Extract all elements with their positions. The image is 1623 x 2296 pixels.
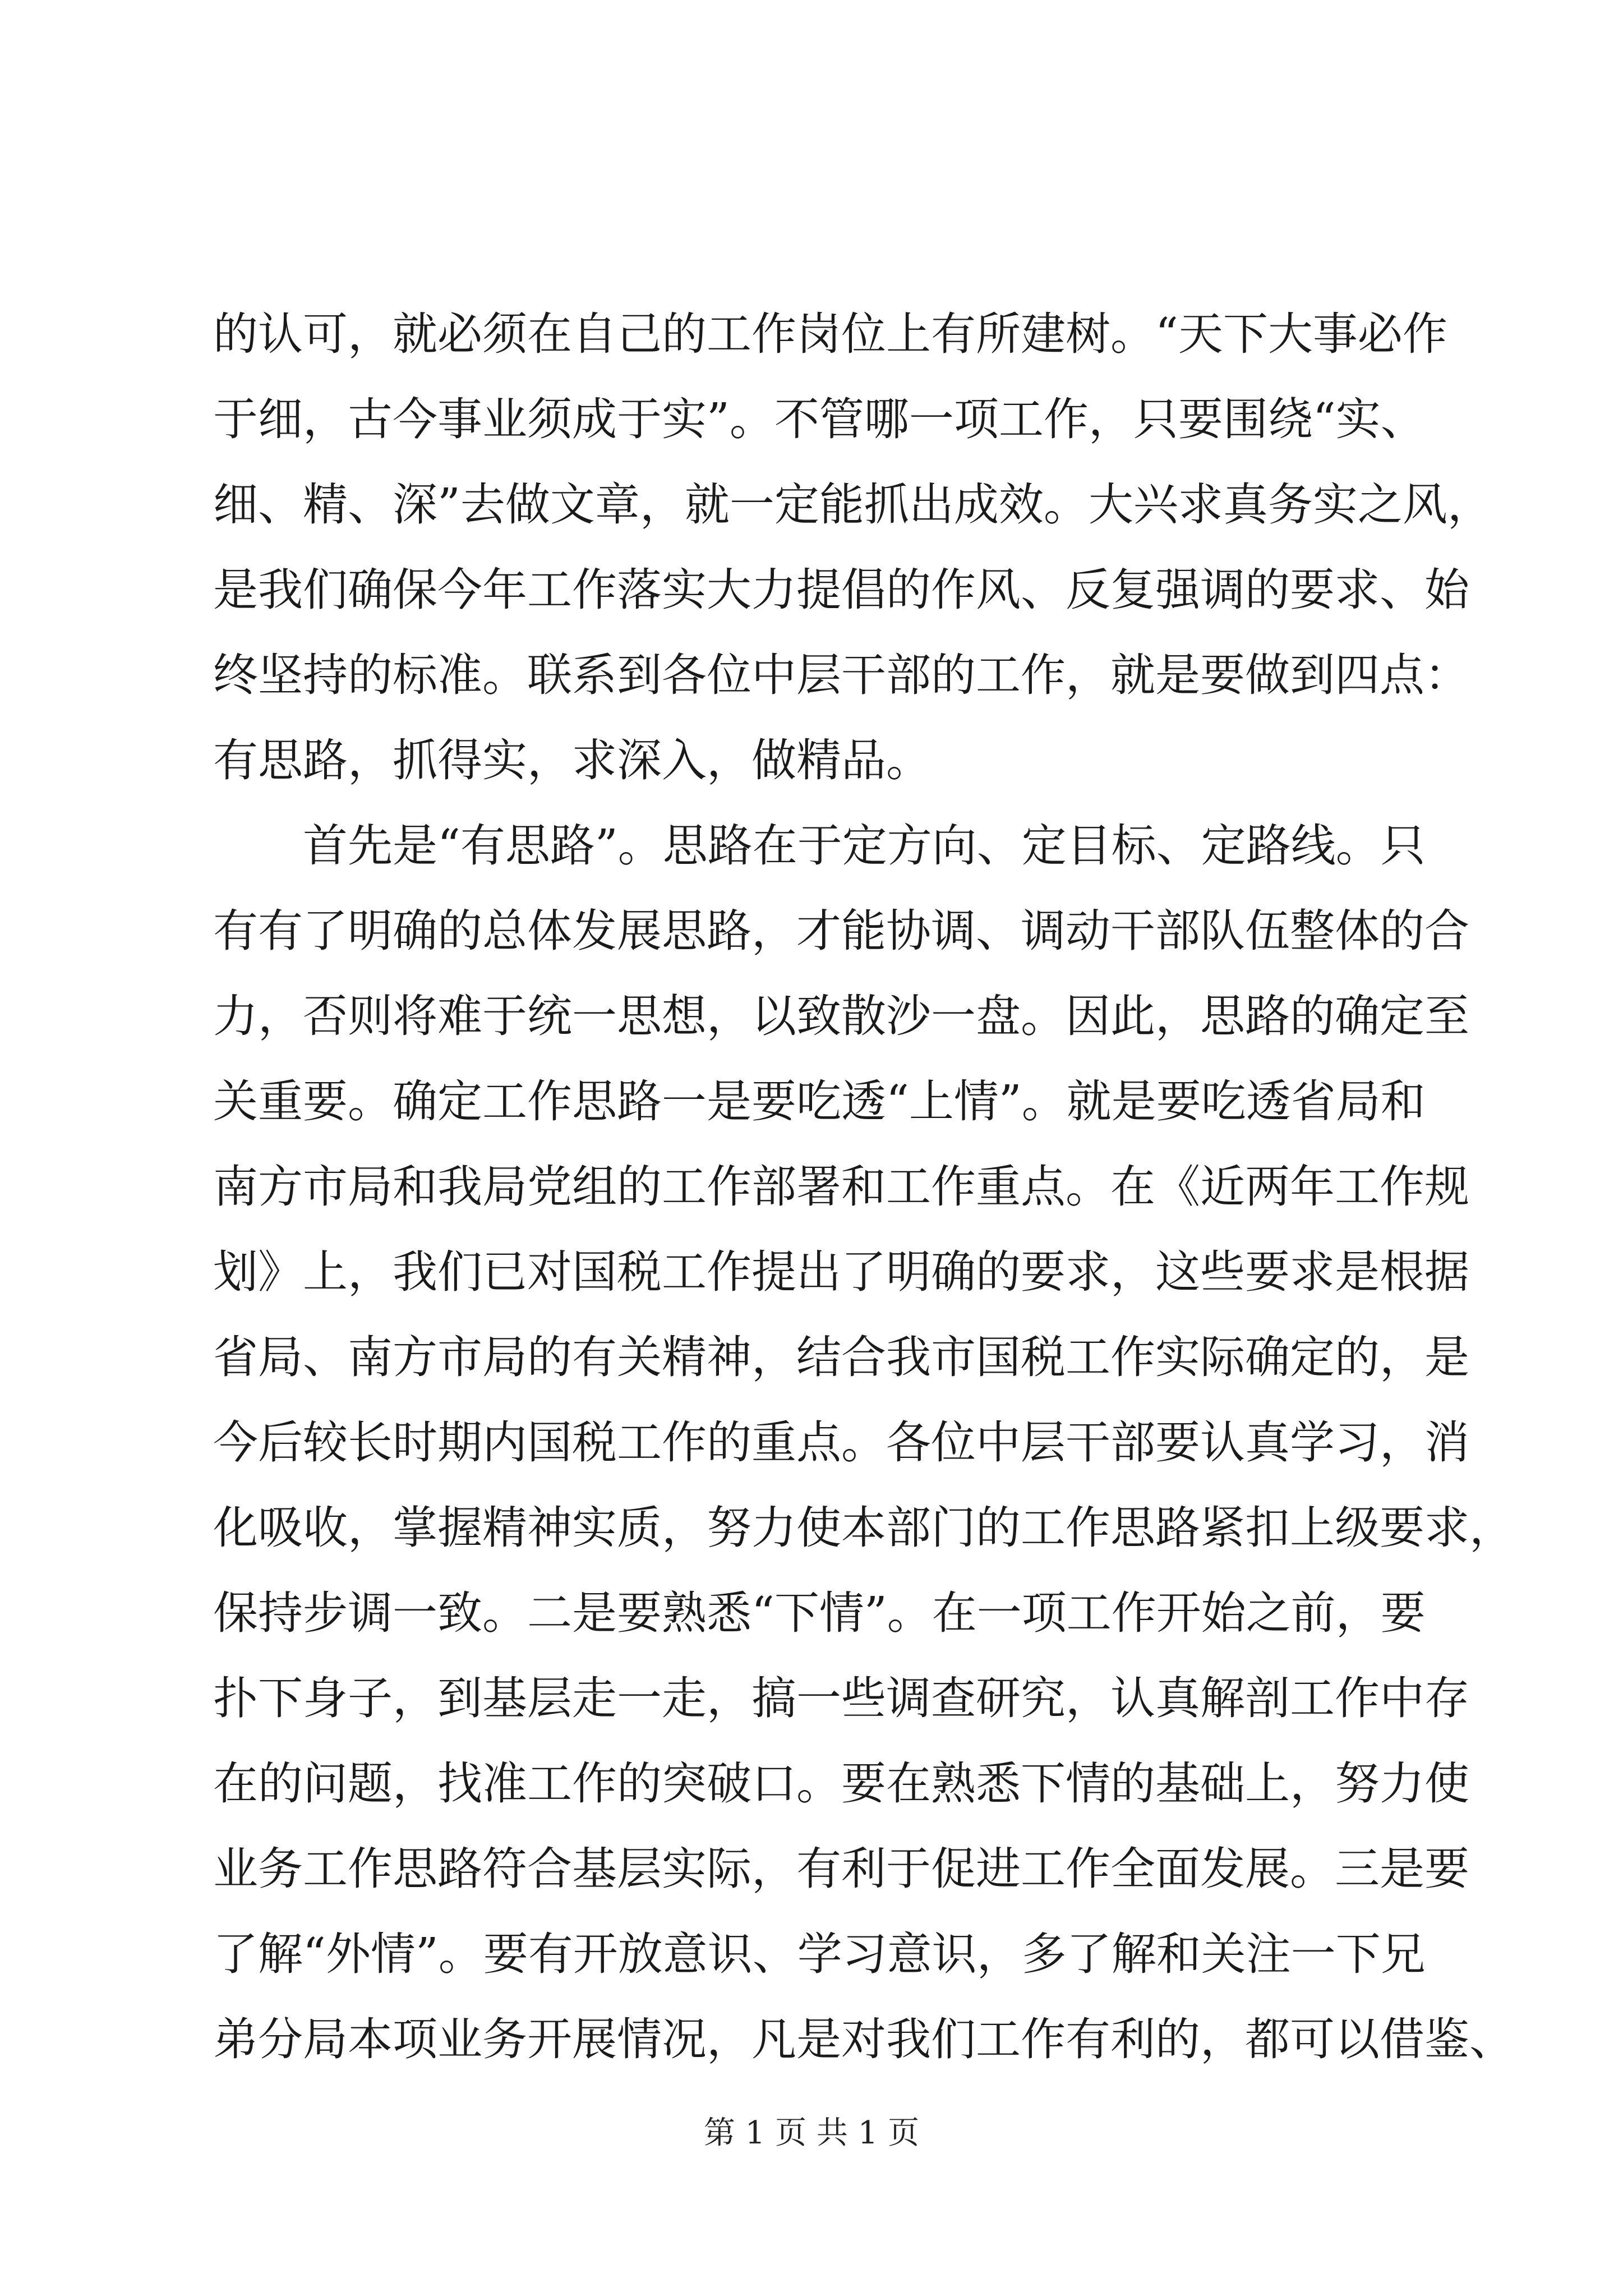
text-line: 在的问题，找准工作的突破口。要在熟悉下情的基础上，努力使 <box>213 1757 1469 1810</box>
text-line: 有有了明确的总体发展思路，才能协调、调动干部队伍整体的合 <box>213 905 1469 957</box>
text-line: 化吸收，掌握精神实质，努力使本部门的工作思路紧扣上级要求， <box>213 1502 1514 1554</box>
text-line: 于细，古今事业须成于实”。不管哪一项工作，只要围绕“实、 <box>213 393 1426 445</box>
text-line: 保持步调一致。二是要熟悉“下情”。在一项工作开始之前，要 <box>213 1587 1426 1639</box>
page-number-label: 第 1 页 共 1 页 <box>703 2115 920 2151</box>
text-line: 南方市局和我局党组的工作部署和工作重点。在《近两年工作规 <box>213 1161 1469 1213</box>
text-line: 细、精、深”去做文章，就一定能抓出成效。大兴求真务实之风， <box>213 478 1492 531</box>
text-line: 是我们确保今年工作落实大力提倡的作风、反复强调的要求、始 <box>213 564 1469 616</box>
text-line: 关重要。确定工作思路一是要吃透“上情”。就是要吃透省局和 <box>213 1075 1426 1128</box>
paragraph-first-line: 首先是“有思路”。思路在于定方向、定目标、定路线。只 <box>303 820 1426 872</box>
text-line: 有思路，抓得实，求深入，做精品。 <box>213 734 931 786</box>
text-line: 终坚持的标准。联系到各位中层干部的工作，就是要做到四点： <box>213 649 1469 701</box>
text-line: 业务工作思路符合基层实际，有利于促进工作全面发展。三是要 <box>213 1843 1469 1895</box>
text-line: 划》上，我们已对国税工作提出了明确的要求，这些要求是根据 <box>213 1246 1469 1298</box>
text-line: 扑下身子，到基层走一走，搞一些调查研究，认真解剖工作中存 <box>213 1672 1469 1724</box>
text-line: 今后较长时期内国税工作的重点。各位中层干部要认真学习，消 <box>213 1416 1469 1469</box>
page-footer <box>0 2114 1623 2153</box>
text-line: 力，否则将难于统一思想，以致散沙一盘。因此，思路的确定至 <box>213 990 1469 1042</box>
text-line: 省局、南方市局的有关精神，结合我市国税工作实际确定的，是 <box>213 1331 1469 1383</box>
text-line: 弟分局本项业务开展情况，凡是对我们工作有利的，都可以借鉴、 <box>213 2013 1514 2065</box>
document-body <box>213 292 1514 2082</box>
text-line: 的认可，就必须在自己的工作岗位上有所建树。“天下大事必作 <box>213 308 1447 360</box>
text-line: 了解“外情”。要有开放意识、学习意识，多了解和关注一下兄 <box>213 1928 1426 1980</box>
